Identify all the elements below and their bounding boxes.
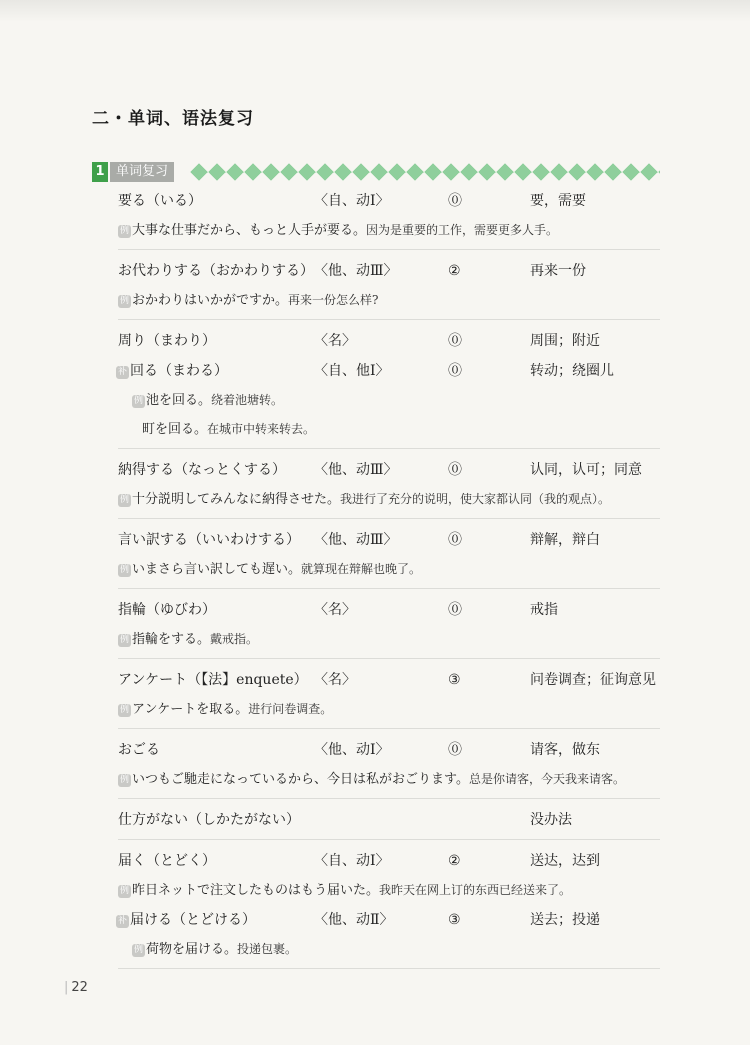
vocab-accent: ⓪	[448, 333, 462, 349]
vocab-part-of-speech: 〈他、动Ⅲ〉	[314, 532, 398, 548]
page-number-divider: |	[64, 980, 69, 995]
vocab-part-of-speech: 〈他、动Ⅱ〉	[314, 912, 394, 928]
vocab-word: 要る（いる）	[118, 193, 202, 209]
vocab-accent: ⓪	[448, 193, 462, 209]
vocab-entry	[118, 455, 660, 519]
vocab-word: お代わりする（おかわりする）	[118, 263, 314, 279]
vocab-row	[118, 735, 660, 765]
example-japanese: いまさら言い訳しても遅い。	[132, 562, 302, 577]
vocab-entry	[118, 186, 660, 250]
vocab-meaning: 请客，做东	[530, 742, 600, 758]
example-japanese: おかわりはいかがですか。	[132, 293, 289, 308]
vocab-meaning: 认同，认可；同意	[530, 462, 642, 478]
example-sentence	[118, 876, 660, 905]
vocab-meaning: 戒指	[530, 602, 558, 618]
vocab-meaning: 送去；投递	[530, 912, 600, 928]
example-sentence	[118, 386, 660, 415]
vocab-part-of-speech: 〈自、动Ⅰ〉	[314, 853, 390, 869]
vocab-row	[118, 326, 660, 356]
vocab-part-of-speech: 〈名〉	[314, 602, 356, 618]
vocab-accent: ⓪	[448, 462, 462, 478]
page-number	[64, 980, 88, 995]
example-chinese: 投递包裹。	[237, 942, 298, 956]
vocab-meaning: 送达，达到	[530, 853, 600, 869]
vocab-meaning: 问卷调查；征询意见	[530, 672, 656, 688]
vocab-word: 周り（まわり）	[118, 333, 216, 349]
example-japanese: 町を回る。	[142, 422, 208, 437]
example-sentence	[118, 555, 660, 584]
vocab-accent: ⓪	[448, 742, 462, 758]
supplement-badge: 补	[117, 916, 127, 926]
vocab-accent: ⓪	[448, 532, 462, 548]
page-number-value: 22	[71, 980, 88, 995]
vocab-row-supplement	[118, 905, 660, 935]
vocab-part-of-speech: 〈他、动Ⅰ〉	[314, 742, 390, 758]
example-badge: 例	[119, 565, 129, 575]
example-chinese: 再来一份怎么样?	[288, 293, 379, 307]
example-badge: 例	[119, 775, 129, 785]
example-sentence	[118, 935, 660, 964]
vocab-entry	[118, 735, 660, 799]
vocab-row-supplement	[118, 356, 660, 386]
vocab-row	[118, 665, 660, 695]
page-top-shade	[0, 0, 750, 22]
vocab-meaning: 周围；附近	[530, 333, 600, 349]
example-japanese: 荷物を届ける。	[146, 942, 238, 957]
vocab-row	[118, 256, 660, 286]
example-badge: 例	[133, 396, 143, 406]
vocab-word: 仕方がない（しかたがない）	[118, 812, 300, 828]
vocab-part-of-speech: 〈他、动Ⅲ〉	[314, 263, 398, 279]
vocab-row	[118, 805, 660, 835]
vocab-row	[118, 525, 660, 555]
vocab-word: 言い訳する（いいわけする）	[118, 532, 300, 548]
vocab-entry	[118, 846, 660, 969]
vocab-word	[116, 356, 228, 386]
example-japanese: いつもご馳走になっているから、今日は私がおごります。	[132, 772, 469, 787]
vocab-part-of-speech: 〈他、动Ⅲ〉	[314, 462, 398, 478]
vocab-accent: ②	[448, 853, 461, 869]
vocab-word	[116, 905, 256, 935]
example-japanese: アンケートを取る。	[132, 702, 249, 717]
example-badge: 例	[119, 226, 129, 236]
banner-label: 单词复习	[110, 162, 174, 182]
section-title: 二・单词、语法复习	[92, 109, 254, 129]
vocab-entry	[118, 805, 660, 840]
supplement-badge: 补	[117, 367, 127, 377]
example-sentence	[118, 765, 660, 794]
example-chinese: 就算现在辩解也晚了。	[301, 562, 422, 576]
example-japanese: 指輪をする。	[132, 632, 211, 647]
example-japanese: 池を回る。	[146, 393, 212, 408]
vocab-word-text: 届ける（とどける）	[130, 912, 256, 928]
vocab-meaning: 转动；绕圈儿	[530, 363, 614, 379]
example-chinese: 因为是重要的工作，需要更多人手。	[366, 223, 559, 237]
vocab-accent: ②	[448, 263, 461, 279]
example-japanese: 大事な仕事だから、もっと人手が要る。	[132, 223, 367, 238]
vocab-word: 指輪（ゆびわ）	[118, 602, 216, 618]
vocab-word: 届く（とどく）	[118, 853, 216, 869]
vocab-meaning: 辩解，辩白	[530, 532, 600, 548]
vocab-row	[118, 595, 660, 625]
vocab-word-text: 回る（まわる）	[130, 363, 228, 379]
example-badge: 例	[119, 705, 129, 715]
example-badge: 例	[119, 495, 129, 505]
vocab-row	[118, 186, 660, 216]
banner-number: 1	[92, 162, 108, 182]
example-japanese: 昨日ネットで注文したものはもう届いた。	[132, 883, 380, 898]
example-japanese: 十分説明してみんなに納得させた。	[132, 492, 341, 507]
vocab-part-of-speech: 〈自、他Ⅰ〉	[314, 363, 390, 379]
vocab-accent: ③	[448, 912, 461, 928]
example-chinese: 我昨天在网上订的东西已经送来了。	[379, 883, 572, 897]
vocab-word: 納得する（なっとくする）	[118, 462, 286, 478]
vocab-accent: ⓪	[448, 602, 462, 618]
example-sentence	[118, 216, 660, 245]
example-chinese: 我进行了充分的说明，使大家都认同（我的观点）。	[340, 492, 611, 506]
example-sentence	[118, 695, 660, 724]
vocab-entry	[118, 256, 660, 320]
vocab-entry	[118, 665, 660, 729]
vocab-meaning: 再来一份	[530, 263, 586, 279]
vocab-meaning: 要，需要	[530, 193, 586, 209]
vocab-part-of-speech: 〈自、动Ⅰ〉	[314, 193, 390, 209]
example-badge: 例	[133, 945, 143, 955]
example-chinese: 绕着池塘转。	[211, 393, 284, 407]
example-chinese: 在城市中转来转去。	[207, 422, 316, 436]
vocab-row	[118, 455, 660, 485]
example-chinese: 进行问卷调查。	[248, 702, 333, 716]
banner-pattern	[190, 163, 660, 181]
example-sentence	[118, 485, 660, 514]
vocab-word: おごる	[118, 742, 160, 758]
example-chinese: 戴戒指。	[210, 632, 259, 646]
vocab-accent: ③	[448, 672, 461, 688]
example-badge: 例	[119, 296, 129, 306]
vocab-row	[118, 846, 660, 876]
vocab-entry	[118, 595, 660, 659]
vocab-part-of-speech: 〈名〉	[314, 672, 356, 688]
example-sentence	[118, 625, 660, 654]
vocab-meaning: 没办法	[530, 812, 572, 828]
vocab-word: アンケート（【法】enquete）	[118, 672, 308, 688]
vocab-list	[118, 186, 660, 975]
vocab-accent: ⓪	[448, 363, 462, 379]
vocab-entry	[118, 326, 660, 449]
vocab-part-of-speech: 〈名〉	[314, 333, 356, 349]
example-badge: 例	[119, 635, 129, 645]
example-badge: 例	[119, 886, 129, 896]
vocab-review-banner	[92, 162, 660, 182]
example-chinese: 总是你请客，今天我来请客。	[468, 772, 625, 786]
example-sentence	[118, 286, 660, 315]
vocab-entry	[118, 525, 660, 589]
example-sentence	[118, 415, 660, 444]
